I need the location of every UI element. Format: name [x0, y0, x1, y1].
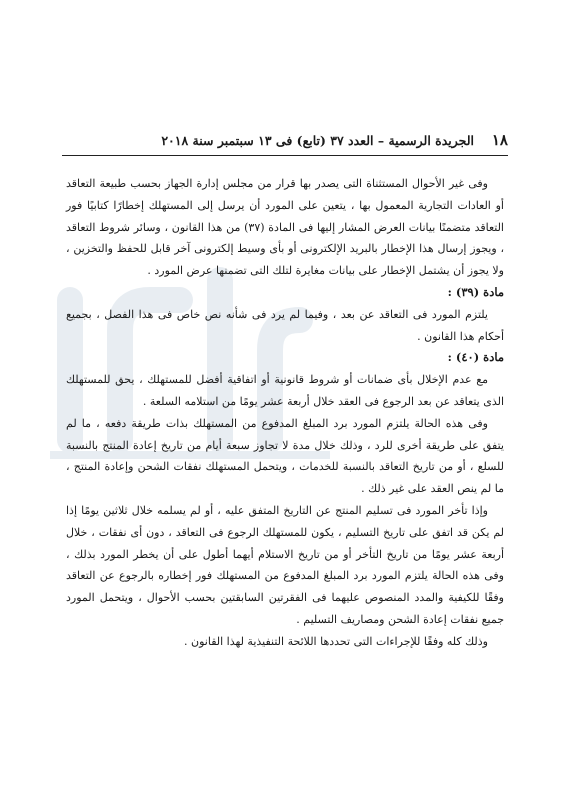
page-header — [62, 131, 508, 155]
body-paragraph: وإذا تأخر المورد فى تسليم المنتج عن التاريخ المتفق عليه ، أو لم يسلمه خلال ثلاثين يومًا إذا لم يكن قد اتفق على تاريخ التسليم ، يكون للمستهلك الرجوع فى التعاقد ، دون أى نفقات ، خلال أربعة عشر يومًا من تاريخ التأخر أو من تاريخ الاستلام أيهما أطول على أن يخطر المورد بذلك ، وفى هذه الحالة يلتزم المورد برد المبلغ المدفوع من المستهلك فور إخطاره بالرجوع عن التعاقد وفقًا للكيفية والمدد المنصوص عليهما فى الفقرتين السابقتين بحسب الأحوال ، ويتحمل المورد جميع نفقات إعادة الشحن ومصاريف التسليم . — [66, 503, 504, 626]
article-heading: مادة (٤٠) : — [447, 350, 504, 365]
page-number: ١٨ — [491, 131, 508, 149]
running-title: الجريدة الرسمية – العدد ٣٧ (تابع) فى ١٣ سبتمبر سنة ٢٠١٨ — [161, 133, 474, 148]
body-paragraph: مع عدم الإخلال بأى ضمانات أو شروط قانونية أو اتفاقية أفضل للمستهلك ، يحق للمستهلك الذى يتعاقد عن بعد الرجوع فى العقد خلال أربعة عشر يومًا من استلامه السلعة . — [66, 373, 504, 408]
body-paragraph: يلتزم المورد فى التعاقد عن بعد ، وفيما لم يرد فى شأنه نص خاص فى هذا الفصل ، بجميع أحكام هذا القانون . — [66, 307, 504, 343]
document-body — [66, 173, 504, 653]
article-heading: مادة (٣٩) : — [447, 284, 504, 299]
body-paragraph: وذلك كله وفقًا للإجراءات التى تحددها اللائحة التنفيذية لهذا القانون . — [184, 634, 488, 648]
body-paragraph: وفى هذه الحالة يلتزم المورد برد المبلغ المدفوع من المستهلك بذات طريقة دفعه ، ما لم يتفق على طريقة أخرى للرد ، وذلك خلال مدة لا تجاوز سبعة أيام من تاريخ إعادة المنتج بالنسبة للسلع ، أو من تاريخ التعاقد بالنسبة للخدمات ، ويتحمل المستهلك نفقات الشحن وإعادة المنتج ، ما لم ينص العقد على غير ذلك . — [66, 416, 504, 496]
body-paragraph: وفى غير الأحوال المستثناة التى يصدر بها قرار من مجلس إدارة الجهاز بحسب طبيعة التعاقد أو العادات التجارية المعمول بها ، يتعين على المورد أن يرسل إلى المستهلك إخطارًا كتابيًا فور التعاقد متضمنًا بيانات العرض المشار إليها فى المادة (٣٧) من هذا القانون ، وسائر شروط التعاقد ، ويجوز إرسال هذا الإخطار بالبريد الإلكترونى أو بأى وسيط إلكترونى آخر قابل للحفظ والتخزين ، ولا يجوز أن يشتمل الإخطار على بيانات مغايرة لتلك التى تضمنها عرض المورد . — [66, 177, 504, 278]
header-rule — [62, 155, 508, 156]
